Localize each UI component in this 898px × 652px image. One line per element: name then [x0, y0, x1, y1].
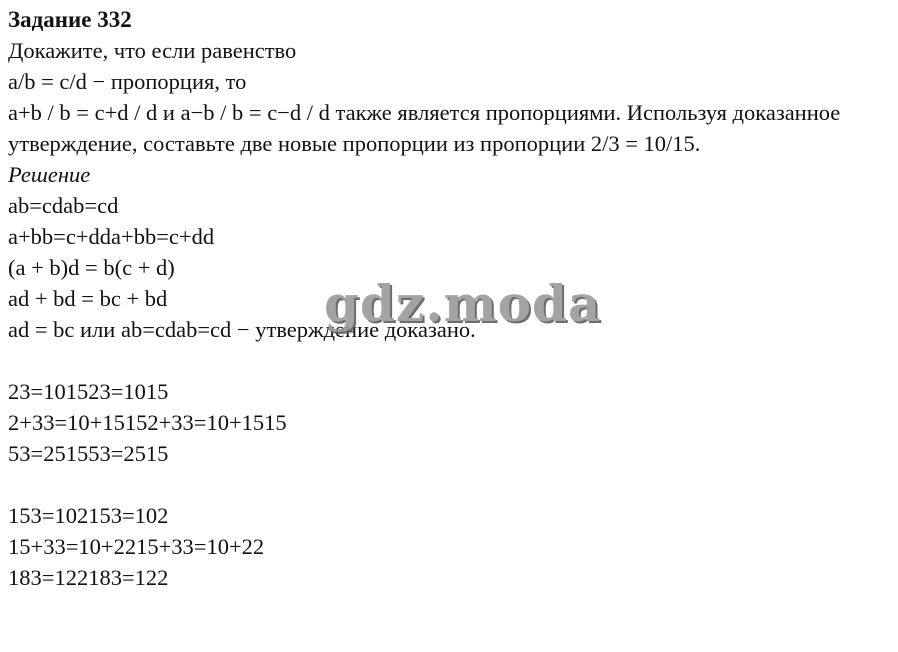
- watermark-logo: gdz.moda: [324, 274, 602, 333]
- solution-heading: Решение: [8, 162, 91, 187]
- spacer: [8, 345, 892, 376]
- spacer: [8, 469, 892, 500]
- proof-line: (a + b)d = b(c + d): [8, 255, 175, 280]
- proof-line: ad + bd = bc + bd: [8, 286, 168, 311]
- example-line: 53=251553=2515: [8, 441, 169, 466]
- task-title: Задание 332: [8, 7, 132, 32]
- statement-line: Докажите, что если равенство: [8, 38, 297, 63]
- document-page: [8, 4, 892, 593]
- example-line: 15+33=10+2215+33=10+22: [8, 534, 265, 559]
- example-line: 23=101523=1015: [8, 379, 169, 404]
- example-line: 2+33=10+15152+33=10+1515: [8, 410, 287, 435]
- statement-line: a/b = c/d − пропорция, то: [8, 69, 247, 94]
- proof-line: ad = bc или ab=cdab=cd − утверждение доказано.: [8, 317, 476, 342]
- example-line: 153=102153=102: [8, 503, 169, 528]
- statement-paragraph: a+b / b = c+d / d и a−b / b = c−d / d также является пропорциями. Используя доказанное утверждение, составьте две новые пропорции из пропорции 2/3 = 10/15.: [8, 100, 841, 156]
- proof-line: a+bb=c+dda+bb=c+dd: [8, 224, 215, 249]
- proof-line: ab=cdab=cd: [8, 193, 119, 218]
- example-line: 183=122183=122: [8, 565, 169, 590]
